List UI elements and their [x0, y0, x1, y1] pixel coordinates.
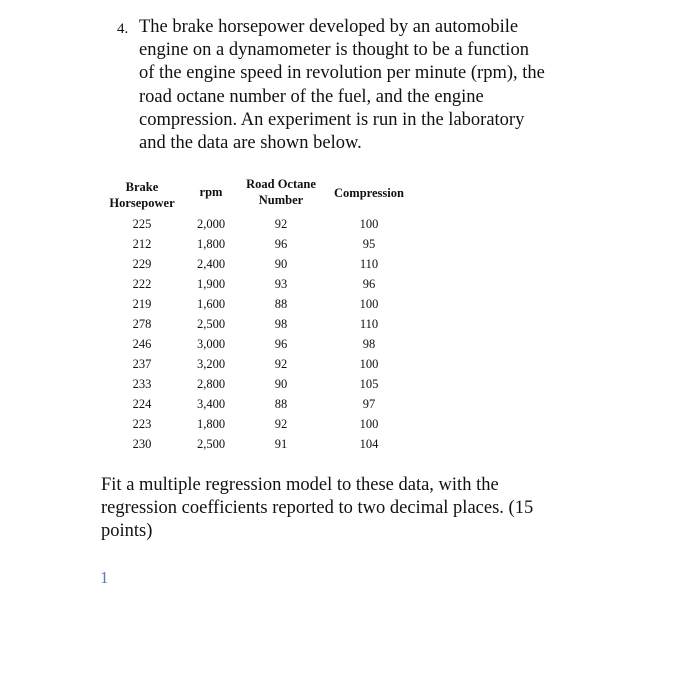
header-rpm-label: rpm — [199, 185, 223, 199]
table-cell: 3,000 — [196, 336, 226, 351]
table-row — [100, 334, 414, 354]
table-cell: 2,400 — [196, 256, 226, 271]
table-cell: 88 — [274, 396, 288, 411]
table-cell: 88 — [274, 296, 288, 311]
table-cell: 96 — [274, 336, 288, 351]
table-cell: 1,600 — [196, 296, 226, 311]
table-cell: 110 — [359, 256, 379, 271]
table-cell: 98 — [274, 316, 288, 331]
table-cell: 229 — [132, 256, 152, 271]
table-cell: 110 — [359, 316, 379, 331]
table-cell: 1,800 — [196, 416, 226, 431]
table-cell: 105 — [359, 376, 379, 391]
question-number: 4. — [117, 21, 129, 37]
table-row — [100, 314, 414, 334]
table-cell: 230 — [132, 436, 152, 451]
header-compression-label: Compression — [334, 186, 404, 200]
table-cell: 92 — [274, 216, 288, 231]
table-cell: 100 — [359, 216, 379, 231]
table-cell: 3,400 — [196, 396, 226, 411]
table-cell: 96 — [362, 276, 376, 291]
prompt-line: points) — [101, 521, 153, 542]
table-cell: 90 — [274, 256, 288, 271]
table-cell: 100 — [359, 416, 379, 431]
question-line: and the data are shown below. — [139, 133, 362, 154]
table-header-row — [100, 176, 414, 214]
table-cell: 233 — [132, 376, 152, 391]
question-block — [117, 16, 597, 155]
question-line: of the engine speed in revolution per minute (rpm), the — [139, 63, 545, 84]
table-cell: 100 — [359, 356, 379, 371]
question-line: The brake horsepower developed by an automobile — [139, 17, 519, 37]
table-cell: 95 — [362, 236, 376, 251]
table-row — [100, 294, 414, 314]
question-line: road octane number of the fuel, and the engine — [139, 86, 484, 107]
table-row — [100, 374, 414, 394]
table-cell: 246 — [132, 336, 152, 351]
question-text — [117, 16, 597, 155]
answer-number: 1 — [100, 568, 109, 587]
header-brake-top: Brake — [125, 180, 159, 194]
table-cell: 237 — [132, 356, 152, 371]
header-brake-horsepower — [100, 176, 184, 214]
table-cell: 96 — [274, 236, 288, 251]
table-cell: 219 — [132, 296, 152, 311]
table-cell: 1,800 — [196, 236, 226, 251]
prompt-line: regression coefficients reported to two decimal places. (15 — [101, 498, 534, 519]
table-cell: 97 — [362, 396, 376, 411]
question-line: compression. An experiment is run in the laboratory — [139, 109, 525, 130]
table-cell: 223 — [132, 416, 152, 431]
table-row — [100, 414, 414, 434]
prompt-line: Fit a multiple regression model to these data, with the — [101, 475, 499, 495]
table-row — [100, 234, 414, 254]
table-cell: 278 — [132, 316, 152, 331]
table-cell: 212 — [132, 236, 152, 251]
table-cell: 91 — [274, 436, 288, 451]
table-cell: 2,500 — [196, 436, 226, 451]
header-road-octane — [238, 176, 324, 214]
table-cell: 2,800 — [196, 376, 226, 391]
table-cell: 104 — [359, 436, 379, 451]
header-octane-bottom: Number — [258, 193, 304, 207]
table-cell: 225 — [132, 216, 152, 231]
table-cell: 100 — [359, 296, 379, 311]
table-row — [100, 434, 414, 454]
table-cell: 224 — [132, 396, 152, 411]
data-table — [100, 176, 414, 454]
table-body — [100, 214, 414, 454]
header-octane-top: Road Octane — [246, 177, 316, 191]
table-row — [100, 214, 414, 234]
header-compression — [324, 176, 414, 214]
header-brake-bottom: Horsepower — [109, 196, 175, 210]
prompt-text — [101, 474, 601, 544]
table-cell: 93 — [274, 276, 288, 291]
question-line: engine on a dynamometer is thought to be a function — [139, 40, 529, 61]
table-cell: 92 — [274, 356, 288, 371]
table-cell: 222 — [132, 276, 152, 291]
header-rpm — [184, 176, 238, 214]
table-row — [100, 254, 414, 274]
table-row — [100, 394, 414, 414]
table-cell: 98 — [362, 336, 376, 351]
table-cell: 90 — [274, 376, 288, 391]
table-cell: 2,500 — [196, 316, 226, 331]
table-cell: 92 — [274, 416, 288, 431]
table-cell: 2,000 — [196, 216, 226, 231]
table-row — [100, 274, 414, 294]
table-row — [100, 354, 414, 374]
table-cell: 1,900 — [196, 276, 226, 291]
table-cell: 3,200 — [196, 356, 226, 371]
